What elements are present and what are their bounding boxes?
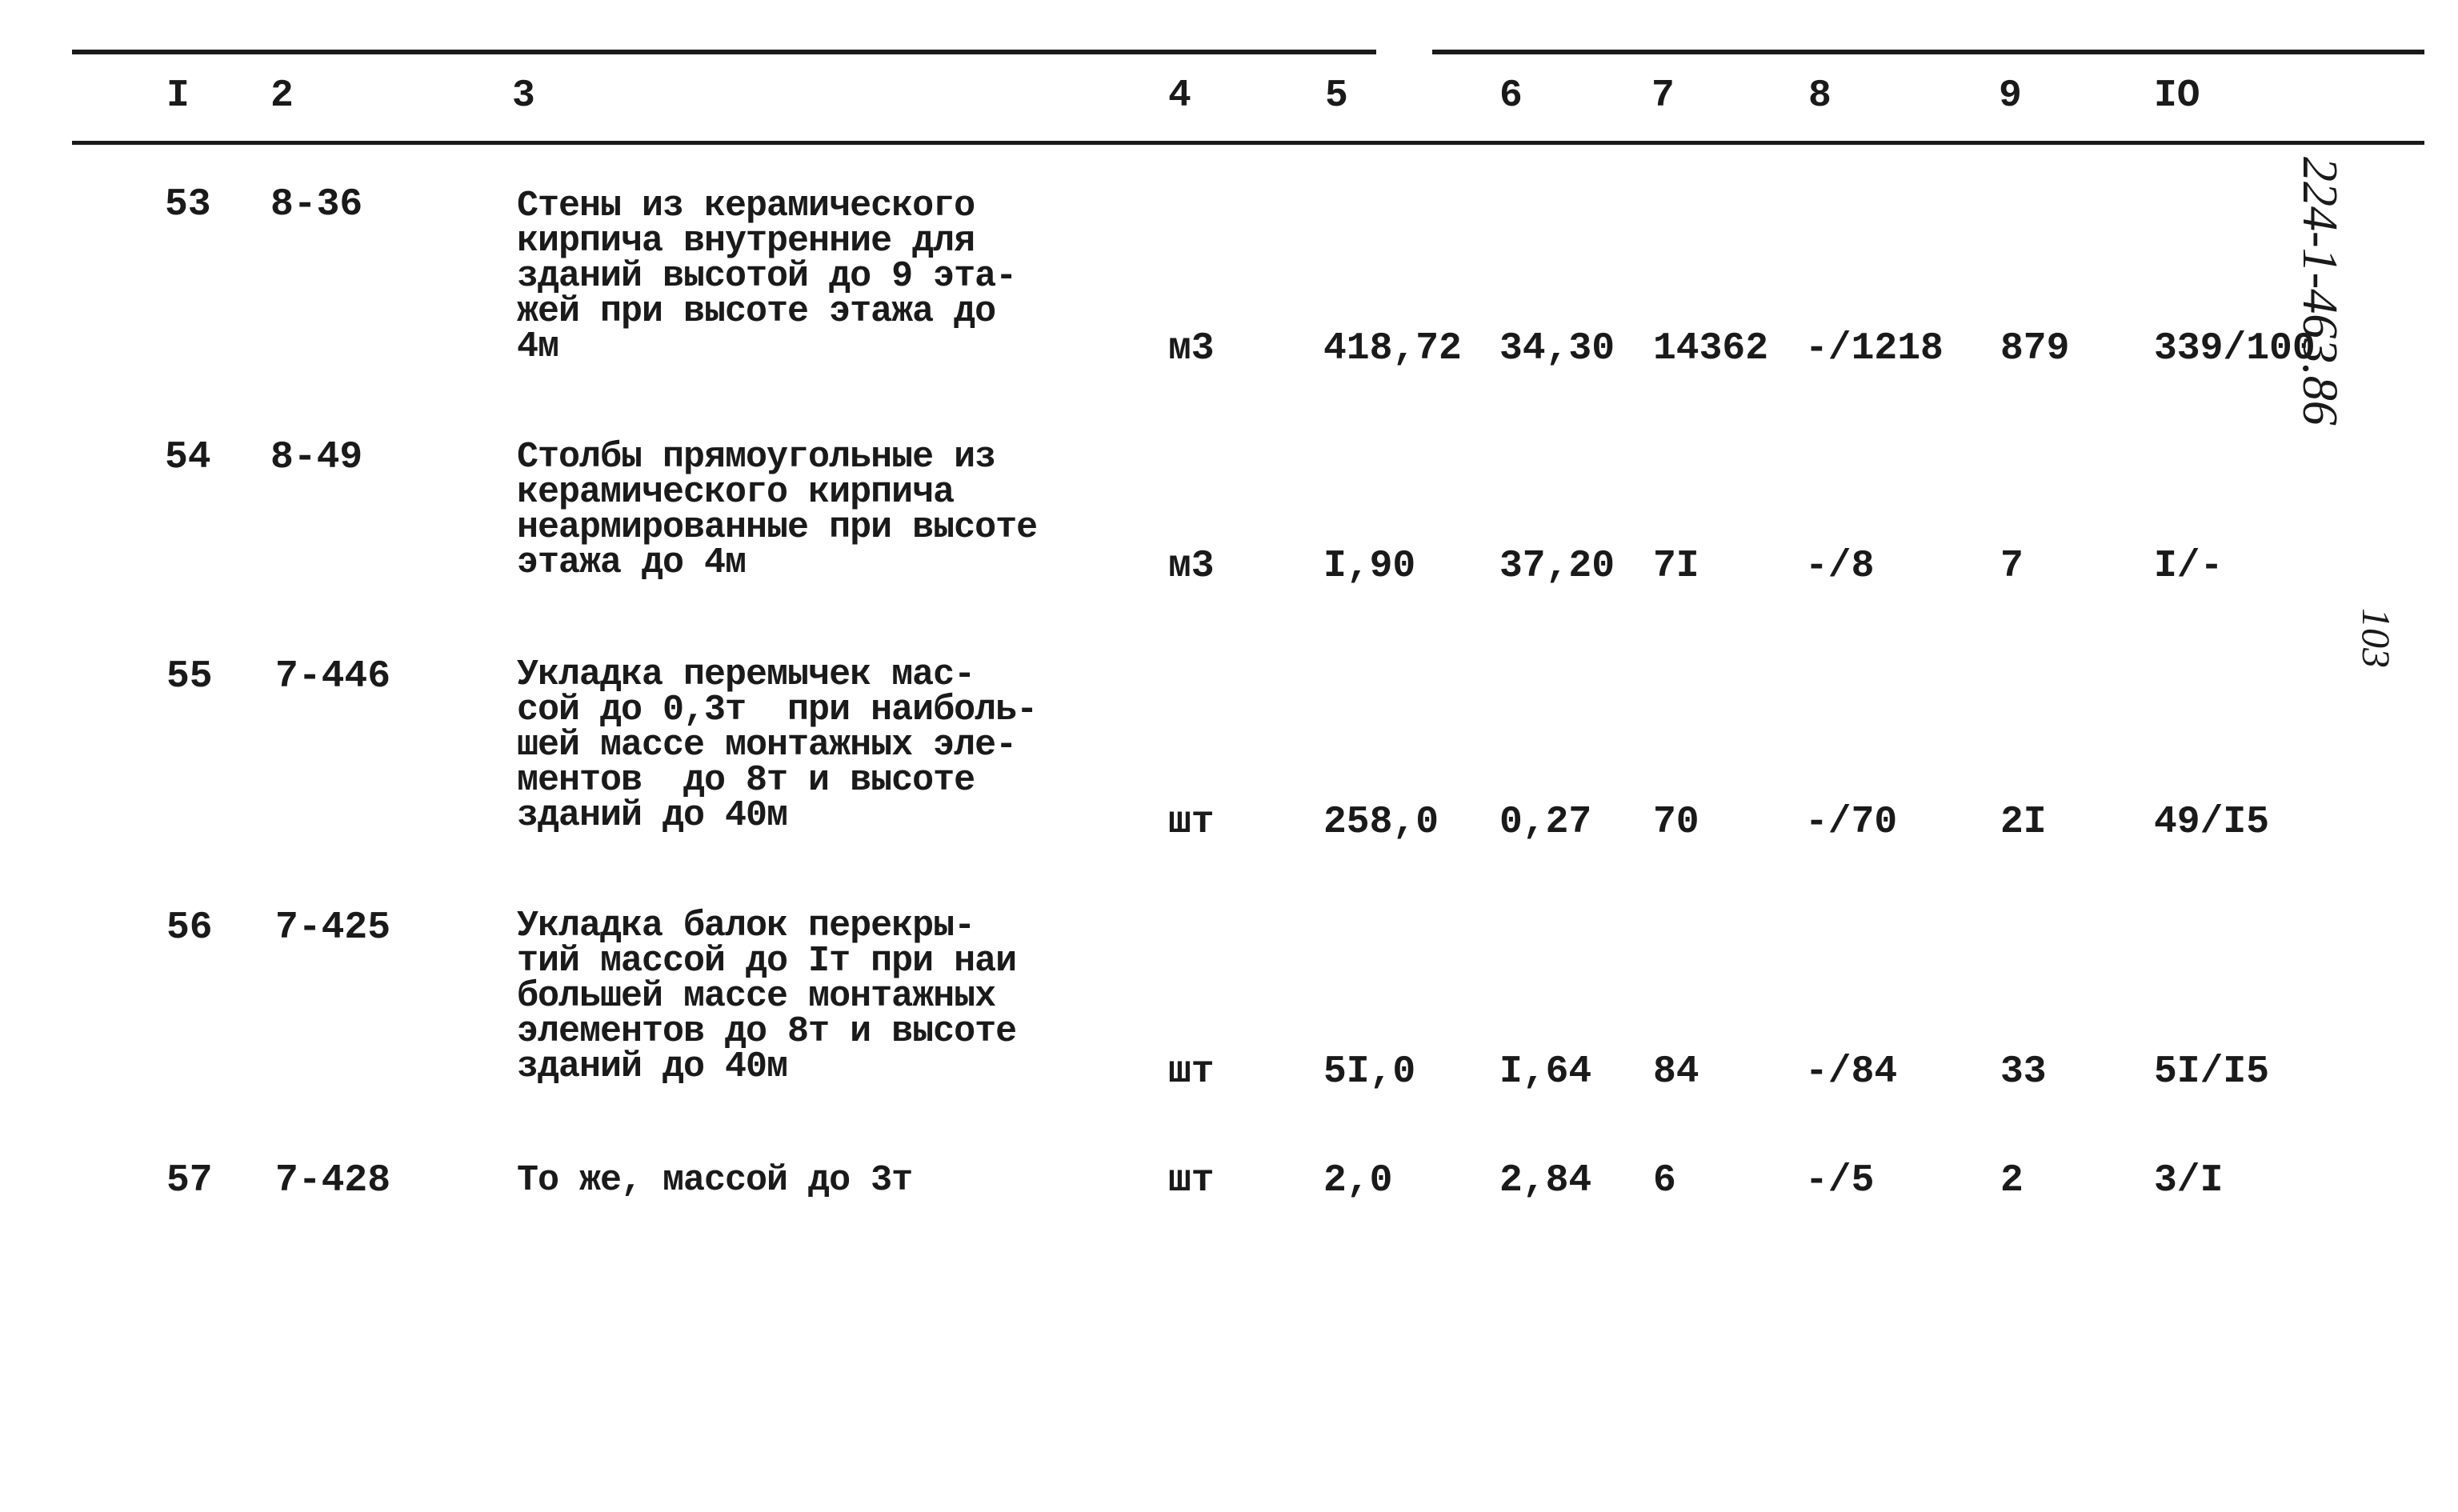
row-number: 53	[165, 183, 211, 226]
header-col-6: 6	[1499, 74, 1523, 118]
row-col-5: I,90	[1323, 545, 1416, 588]
row-unit: м3	[1168, 545, 1215, 588]
header-col-7: 7	[1651, 74, 1675, 118]
row-col-7: 84	[1653, 1050, 1699, 1094]
row-code: 7-446	[275, 655, 391, 698]
row-col-8: -/8	[1805, 545, 1875, 588]
row-col-9: 2I	[2000, 801, 2047, 844]
row-description: Стены из керамического кирпича внутренние для зданий высотой до 9 эта- жей при высоте этажа до 4м	[517, 186, 1017, 367]
row-description: Столбы прямоугольные из керамического кирпича неармированные при высоте этажа до 4м	[517, 437, 1038, 583]
row-number: 54	[165, 436, 211, 479]
row-col-9: 33	[2000, 1050, 2047, 1094]
row-col-10: 5I/I5	[2154, 1050, 2270, 1094]
row-col-7: 7I	[1653, 545, 1699, 588]
row-col-10: 339/100	[2154, 327, 2316, 370]
row-number: 57	[166, 1159, 213, 1202]
row-col-9: 2	[2000, 1159, 2024, 1202]
row-col-8: -/70	[1805, 801, 1898, 844]
header-col-2: 2	[270, 74, 294, 118]
row-description: То же, массой до 3т	[517, 1160, 913, 1201]
row-col-5: 2,0	[1323, 1159, 1393, 1202]
row-number: 56	[166, 906, 213, 950]
row-col-10: 49/I5	[2154, 801, 2270, 844]
row-col-5: 5I,0	[1323, 1050, 1416, 1094]
header-col-9: 9	[1999, 74, 2022, 118]
header-col-3: 3	[512, 74, 535, 118]
header-rule	[72, 141, 2424, 145]
header-col-8: 8	[1808, 74, 1831, 118]
row-col-6: I,64	[1499, 1050, 1592, 1094]
row-col-8: -/5	[1805, 1159, 1875, 1202]
header-col-1: I	[166, 74, 190, 118]
row-code: 8-36	[270, 183, 363, 226]
row-code: 7-425	[275, 906, 391, 950]
top-rule	[72, 50, 1376, 54]
row-col-6: 0,27	[1499, 801, 1592, 844]
row-col-7: 14362	[1653, 327, 1769, 370]
row-unit: м3	[1168, 327, 1215, 370]
header-col-4: 4	[1168, 74, 1191, 118]
row-col-9: 7	[2000, 545, 2024, 588]
row-col-6: 37,20	[1499, 545, 1615, 588]
row-col-8: -/84	[1805, 1050, 1898, 1094]
document-code-stamp: 224-1-463.86	[2292, 157, 2347, 426]
row-col-8: -/1218	[1805, 327, 1944, 370]
top-rule-right	[1432, 50, 2424, 54]
row-number: 55	[166, 655, 213, 698]
row-description: Укладка перемычек мас- сой до 0,3т при наиболь- шей массе монтажных эле- ментов до 8т и высоте зданий до 40м	[517, 654, 1038, 836]
page-number: 103	[2354, 608, 2399, 668]
row-col-6: 2,84	[1499, 1159, 1592, 1202]
row-col-7: 70	[1653, 801, 1699, 844]
row-unit: шт	[1168, 1050, 1215, 1094]
row-col-7: 6	[1653, 1159, 1676, 1202]
row-col-10: I/-	[2154, 545, 2224, 588]
row-col-9: 879	[2000, 327, 2070, 370]
row-col-5: 418,72	[1323, 327, 1462, 370]
header-col-10: IO	[2154, 74, 2200, 118]
header-col-5: 5	[1325, 74, 1348, 118]
row-code: 8-49	[270, 436, 363, 479]
row-description: Укладка балок перекры- тий массой до Iт при наи большей массе монтажных элементов до 8т и высоте зданий до 40м	[517, 906, 1017, 1087]
row-col-6: 34,30	[1499, 327, 1615, 370]
row-code: 7-428	[275, 1159, 391, 1202]
row-unit: шт	[1168, 1159, 1215, 1202]
row-unit: шт	[1168, 801, 1215, 844]
row-col-10: 3/I	[2154, 1159, 2224, 1202]
row-col-5: 258,0	[1323, 801, 1439, 844]
